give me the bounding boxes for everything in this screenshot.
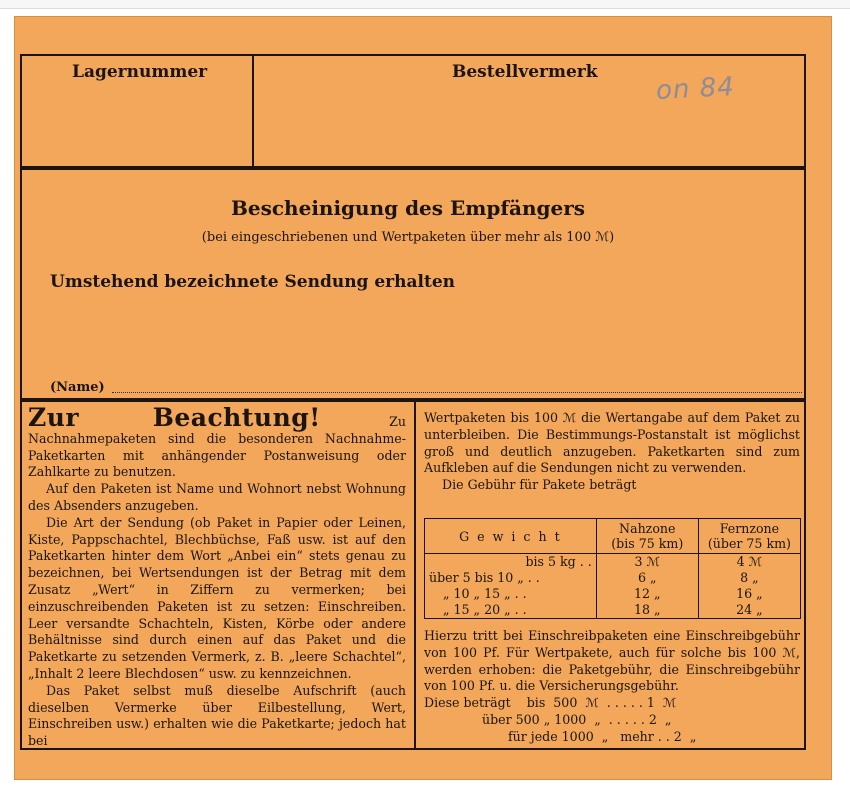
- header-divider: [252, 54, 254, 168]
- fee-intro: Die Gebühr für Pakete beträgt: [442, 477, 637, 493]
- weight-cell: über 5 bis 10 „ . .: [425, 570, 597, 586]
- fee-table-header: [425, 519, 801, 554]
- notice-divider: [414, 400, 416, 750]
- weight-cell: „ 10 „ 15 „ . .: [425, 586, 597, 602]
- insurance-line-2: über 500 „ 1000 „ . . . . . 2 „: [482, 711, 672, 727]
- notice-first-paragraph: [28, 403, 406, 481]
- notice-right-column: [424, 410, 800, 494]
- parcel-card: [14, 16, 832, 780]
- insurance-line-1: Diese beträgt bis 500 ℳ . . . . . 1 ℳ: [424, 695, 677, 711]
- near-cell: 3 ℳ: [596, 554, 698, 571]
- far-cell: 8 „: [698, 570, 800, 586]
- weight-header: G e w i c h t: [425, 519, 597, 554]
- received-statement: Umstehend bezeichnete Sendung erhalten: [50, 272, 455, 292]
- far-zone-range: (über 75 km): [707, 536, 791, 551]
- notice-left-column: [28, 403, 406, 750]
- notice-cod-text: Zu Nachnahmepaketen sind die besonderen Nachnahme-Paketkarten mit anhängender Postanweisung oder Zahlkarte zu benutzen.: [28, 414, 406, 480]
- notice-sender-paragraph: Auf den Paketen ist Name und Wohnort nebst Wohnung des Absenders anzugeben.: [28, 481, 406, 513]
- name-signature-line: [112, 392, 802, 393]
- notice-value-paragraph: Wertpaketen bis 100 ℳ die Wertangabe auf dem Paket zu unterbleiben. Die Bestimmungs-Postanstalt ist möglichst groß und deutlich anzugeben. Paketkarten sind zum Aufkleben auf die Sendungen nicht zu verwenden.: [424, 410, 800, 476]
- scan-top-margin: [0, 0, 850, 9]
- name-label: (Name): [50, 380, 105, 395]
- notice-heading: Zur Beachtung!: [28, 403, 321, 432]
- handwritten-note: on 84: [655, 71, 736, 107]
- table-row: [425, 602, 801, 619]
- extra-fees-text: [424, 628, 800, 746]
- far-cell: 16 „: [698, 586, 800, 602]
- weight-cell: „ 15 „ 20 „ . .: [425, 602, 597, 619]
- near-cell: 12 „: [596, 586, 698, 602]
- near-zone-title: Nahzone: [619, 521, 676, 536]
- far-zone-title: Fernzone: [719, 521, 780, 536]
- far-cell: 24 „: [698, 602, 800, 619]
- certificate-title: Bescheinigung des Empfängers: [230, 196, 585, 220]
- weight-cell: bis 5 kg . .: [425, 554, 597, 571]
- table-row: [425, 570, 801, 586]
- table-row: [425, 586, 801, 602]
- insurance-line-3: für jede 1000 „ mehr . . 2 „: [508, 728, 697, 744]
- far-cell: 4 ℳ: [698, 554, 800, 571]
- registration-fee-paragraph: Hierzu tritt bei Einschreibpaketen eine Einschreibgebühr von 100 Pf. Für Wertpakete, auch für solche bis 100 ℳ, werden erhoben: die Paketgebühr, die Einschreibgebühr von 100 Pf. u. die Versicherungsgebühr.: [424, 628, 800, 694]
- table-row: [425, 554, 801, 571]
- far-zone-header: [698, 519, 800, 554]
- near-cell: 18 „: [596, 602, 698, 619]
- near-zone-header: [596, 519, 698, 554]
- near-cell: 6 „: [596, 570, 698, 586]
- notice-type-paragraph: Die Art der Sendung (ob Paket in Papier oder Leinen, Kiste, Pappschachtel, Blechbüchse, Faß usw. ist auf den Paketkarten hinter dem Wort „Anbei ein“ stets genau zu bezeichnen, bei Wertsendungen ist der Betrag mit dem Zusatz „Wert“ in Ziffern zu vermerken; bei einzuschreibenden Paketen ist zu setzen: Einschreiben. Leer versandte Schachteln, Kisten, Körbe oder andere Behältnisse sind durch einen auf das Paket und die Paketkarte zu setzenden Vermerk, z. B. „leere Schachtel“, „Inhalt 2 leere Blechdosen“ usw. zu kennzeichnen.: [28, 514, 406, 681]
- bestellvermerk-label: Bestellvermerk: [452, 62, 598, 82]
- near-zone-range: (bis 75 km): [611, 536, 684, 551]
- certificate-subtitle: (bei eingeschriebenen und Wertpaketen über mehr als 100 ℳ): [201, 230, 615, 245]
- lagernummer-label: Lagernummer: [72, 62, 208, 82]
- fee-table: [424, 518, 801, 619]
- notice-label-paragraph: Das Paket selbst muß dieselbe Aufschrift (auch dieselben Vermerke über Eilbestellung, Wert, Einschreiben usw.) erhalten wie die Paketkarte; jedoch hat bei: [28, 682, 406, 749]
